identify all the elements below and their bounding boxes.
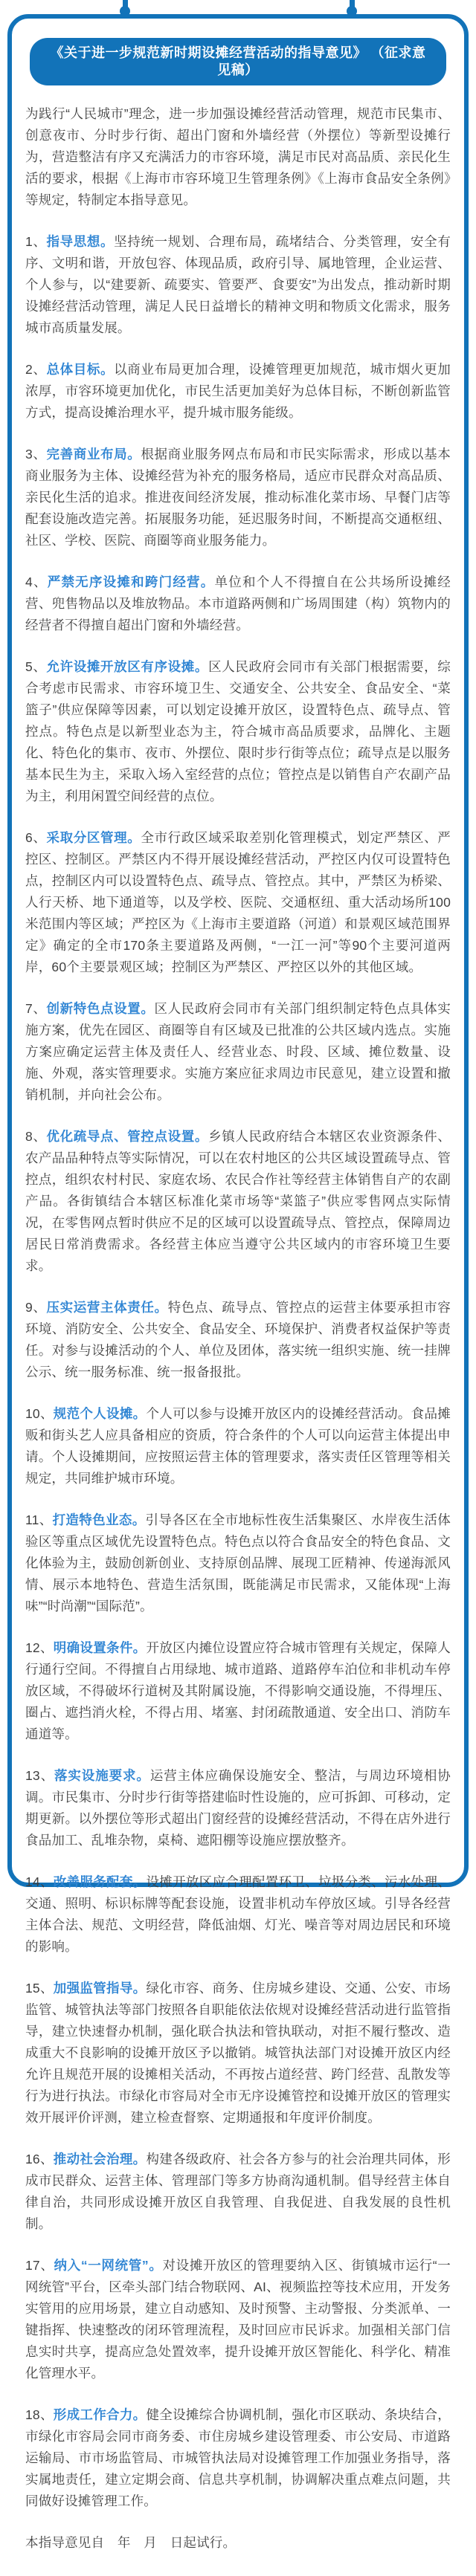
section-heading: 采取分区管理。	[46, 830, 141, 845]
section-body: 以商业布局更加合理，设摊管理更加规范，城市烟火更加浓厚，市容环境更加优化，市民生活更加美好为总体目标，不断创新监管方式，提高设摊治理水平，提升城市服务能级。	[25, 362, 451, 420]
section-paragraph	[25, 231, 451, 339]
section-paragraph	[25, 1509, 451, 1617]
section-number: 1、	[25, 234, 47, 249]
section-number: 5、	[25, 659, 47, 674]
section-body: 单位和个人不得擅自在公共场所设摊经营、兜售物品以及堆放物品。本市道路两侧和广场周围建（构）筑物内的经营者不得擅自超出门窗和外墙经营。	[25, 575, 451, 632]
section-body: 构建各级政府、社会各方参与的社会治理共同体，形成市民群众、运营主体、管理部门等多方协商沟通机制。倡导经营主体自律自治，共同形成设摊开放区自我管理、自我促进、自我发展的良性机制。	[25, 2152, 451, 2231]
pin-icon	[347, 0, 357, 16]
section-body: 根据商业服务网点布局和市民实际需求，形成以基本商业服务为主体、设摊经营为补充的服务格局，适应市民群众对高品质、亲民化生活的追求。推进夜间经济发展，推动标准化菜市场、早餐门店等配套设施改造完善。拓展服务功能，延迟服务时间，不断提高交通枢纽、社区、学校、医院、商圈等商业服务能力。	[25, 447, 451, 548]
section-number: 10、	[25, 1406, 54, 1421]
section-body: 个人可以参与设摊开放区内的设摊经营活动。食品摊贩和街头艺人应具备相应的资质，符合条件的个人可以向运营主体提出申请。个人设摊期间，应按照运营主体的管理要求，落实责任区管理等相关规定，共同维护城市环境。	[25, 1406, 451, 1486]
section-number: 7、	[25, 1001, 47, 1016]
section-number: 11、	[25, 1512, 53, 1527]
section-body: 绿化市容、商务、住房城乡建设、交通、公安、市场监管、城管执法等部门按照各自职能依法依规对设摊经营活动进行监管指导，建立快速督办机制，强化联合执法和管执联动，对拒不履行整改、造成重大不良影响的设摊开放区予以撤销。城管执法部门对设摊开放区内经允许且规范开展的设摊相关活动，不再按占道经营、跨门经营、乱散发等行为进行执法。市绿化市容局对全市无序设摊管控和设摊开放区的管理实效开展评价评测，建立检查督察、定期通报和年度评价制度。	[25, 1981, 451, 2125]
section-heading: 优化疏导点、管控点设置。	[46, 1129, 209, 1144]
section-body: 乡镇人民政府结合本辖区农业资源条件、农产品品种特点等实际情况，可以在农村地区的公共区域设置疏导点、管控点，组织农村村民、家庭农场、农民合作社等经营主体销售自产的农副产品。各街镇结合本辖区标准化菜市场等“菜篮子”供应零售网点实际情况，在零售网点暂时供应不足的区域可以设置疏导点、管控点，保障周边居民日常消费需求。各经营主体应当遵守公共区域内的市容环境卫生要求。	[25, 1129, 451, 1273]
section-number: 12、	[25, 1640, 54, 1655]
section-body: 区人民政府会同市有关部门根据需要，综合考虑市民需求、市容环境卫生、交通安全、公共安全、食品安全、“菜篮子”供应保障等因素，可以划定设摊开放区，设置特色点、疏导点、管控点。特色点是以新型业态为主，符合城市高品质要求，品牌化、主题化、特色化的集市、夜市、外摆位、限时步行街等点位；疏导点是以服务基本民生为主，采取入场入室经营的点位；管控点是以销售自产农副产品为主，利用闲置空间经营的点位。	[25, 659, 451, 803]
section-number: 4、	[25, 575, 48, 589]
section-heading: 压实运营主体责任。	[46, 1300, 168, 1315]
section-heading: 纳入“一网统管”。	[54, 2258, 163, 2273]
section-body: 特色点、疏导点、管控点的运营主体要承担市容环境、消防安全、公共安全、食品安全、环境保护、消费者权益保护等责任。对参与设摊活动的个人、单位及团体，落实统一组织实施、统一挂牌公示、统一服务标准、统一报备报批。	[25, 1300, 451, 1379]
section-paragraph	[25, 359, 451, 424]
section-paragraph	[25, 2255, 451, 2384]
section-body: 运营主体应确保设施安全、整洁，与周边环境相协调。市民集市、分时步行街等搭建临时性设施的，应可拆卸、可移动，定期更新。以外摆位等形式超出门窗经营的设摊经营活动，不得在店外进行食品加工、乱堆杂物，桌椅、遮阳棚等设施应摆放整齐。	[25, 1768, 451, 1848]
section-heading: 允许设摊开放区有序设摊。	[46, 659, 209, 674]
section-paragraph	[25, 1637, 451, 1745]
intro-paragraph: 为践行“人民城市”理念，进一步加强设摊经营活动管理，规范市民集市、创意夜市、分时步行街、超出门窗和外墙经营（外摆位）等新型设摊行为，营造整洁有序又充满活力的市容环境，满足市民对高品质、亲民化生活的要求，根据《上海市市容环境卫生管理条例》《上海市食品安全条例》等规定，特制定本指导意见。	[25, 106, 451, 207]
section-paragraph	[25, 827, 451, 978]
section-number: 2、	[25, 362, 47, 377]
section-heading: 加强监管指导。	[53, 1981, 147, 1996]
section-heading: 形成工作合力。	[53, 2407, 147, 2422]
section-paragraph	[25, 1871, 451, 1958]
section-paragraph	[25, 656, 451, 807]
section-heading: 总体目标。	[46, 362, 115, 377]
section-number: 6、	[25, 830, 47, 845]
section-paragraph	[25, 1765, 451, 1851]
section-heading: 改善服务配套。	[53, 1874, 147, 1889]
section-body: 全市行政区域采取差别化管理模式，划定严禁区、严控区、控制区。严禁区内不得开展设摊经营活动，严控区内仅可设置特色点，控制区内可以设置特色点、疏导点、管控点。其中，严禁区为桥梁、人行天桥、地下通道等，以及学校、医院、交通枢纽、重大活动场所100米范围内等区域；严控区为《上海市主要道路（河道）和景观区域范围界定》确定的全市170条主要道路及两侧，“一江一河”等90个主要河道两岸，60个主要景观区域；控制区为严禁区、严控区以外的其他区域。	[25, 830, 451, 974]
section-paragraph	[25, 2404, 451, 2512]
section-body: 区人民政府会同市有关部门组织制定特色点具体实施方案，优先在园区、商圈等自有区域及已批准的公共区域内选点。实施方案应确定运营主体及责任人、经营业态、时段、区域、摊位数量、设施、外观，落实管理要求。实施方案应征求周边市民意见，建立设置和撤销机制，并向社会公布。	[25, 1001, 451, 1102]
section-paragraph	[25, 1126, 451, 1277]
section-heading: 完善商业布局。	[46, 447, 141, 462]
section-number: 18、	[25, 2407, 54, 2422]
section-heading: 规范个人设摊。	[53, 1406, 147, 1421]
section-paragraph	[25, 444, 451, 551]
pin-ball	[347, 6, 357, 16]
section-heading: 推动社会治理。	[53, 2152, 147, 2166]
document-frame	[7, 14, 469, 2550]
sections-container	[24, 231, 452, 2512]
section-heading: 落实设施要求。	[54, 1768, 150, 1783]
section-paragraph	[25, 1297, 451, 1383]
section-number: 17、	[25, 2258, 54, 2273]
section-heading: 指导思想。	[46, 234, 115, 249]
section-heading: 严禁无序设摊和跨门经营。	[47, 575, 215, 589]
section-paragraph	[25, 1403, 451, 1489]
section-body: 对设摊开放区的管理要纳入区、街镇城市运行“一网统管”平台，区牵头部门结合物联网、AI、视频监控等技术应用，开发务实管用的应用场景，建立自动感知、及时预警、主动警报、分类派单、一键指挥、快速整改的闭环管理流程，及时回应市民诉求。加强相关部门信息实时共享，提高应急处置效率，提升设摊开放区智能化、科学化、精准化管理水平。	[25, 2258, 451, 2381]
section-heading: 创新特色点设置。	[46, 1001, 155, 1016]
section-body: 引导各区在全市地标性夜生活集聚区、水岸夜生活体验区等重点区域优先设置特色点。特色点以符合食品安全的特色食品、文化体验为主，鼓励创新创业、支持原创品牌、展现工匠精神、传递海派风情、展示本地特色、营造生活氛围，既能满足市民需求，又能体现“上海味”“时尚潮”“国际范”。	[25, 1512, 451, 1614]
section-paragraph	[25, 2149, 451, 2235]
effective-date-line: 本指导意见自 年 月 日起试行。	[25, 2535, 237, 2550]
section-number: 15、	[25, 1981, 54, 1996]
section-heading: 打造特色业态。	[52, 1512, 146, 1527]
section-heading: 明确设置条件。	[53, 1640, 147, 1655]
pin-icon	[120, 0, 130, 16]
section-body: 坚持统一规划、合理布局，疏堵结合、分类管理，安全有序、文明和谐，开放包容、体现品质，政府引导、属地管理，企业运营、个人参与，以“建要新、疏要实、管要严、食要安”为出发点，推动新时期设摊经营活动管理，满足人民日益增长的精神文明和物质文化需求，服务城市高质量发展。	[25, 234, 451, 335]
pin-ball	[120, 6, 130, 16]
document-content	[12, 19, 464, 2576]
document-title-banner: 《关于进一步规范新时期设摊经营活动的指导意见》 （征求意见稿）	[30, 38, 446, 85]
section-number: 14、	[25, 1874, 54, 1889]
section-body: 健全设摊综合协调机制，强化市区联动、条块结合，市绿化市容局会同市商务委、市住房城乡建设管理委、市公安局、市道路运输局、市市场监管局、市城管执法局对设摊管理工作加强业务指导，落实属地责任，建立定期会商、信息共享机制，协调解决重点难点问题，共同做好设摊管理工作。	[25, 2407, 451, 2508]
section-number: 9、	[25, 1300, 47, 1315]
section-paragraph	[25, 572, 451, 636]
section-paragraph	[25, 998, 451, 1106]
section-body: 开放区内摊位设置应符合城市管理有关规定，保障人行通行空间。不得擅自占用绿地、城市道路、道路停车泊位和非机动车停放区域，不得破坏行道树及其附属设施，不得影响交通设施，不得埋压、圈占、遮挡消火栓，不得占用、堵塞、封闭疏散通道、安全出口、消防车通道等。	[25, 1640, 451, 1741]
section-number: 8、	[25, 1129, 47, 1144]
section-number: 16、	[25, 2152, 54, 2166]
section-number: 3、	[25, 447, 47, 462]
section-paragraph	[25, 1978, 451, 2129]
section-body: 设摊开放区应合理配置环卫、垃圾分类、污水处理、交通、照明、标识标牌等配套设施，设置非机动车停放区域。引导各经营主体合法、规范、文明经营，降低油烟、灯光、噪音等对周边居民和环境的影响。	[25, 1874, 451, 1954]
section-number: 13、	[25, 1768, 54, 1783]
